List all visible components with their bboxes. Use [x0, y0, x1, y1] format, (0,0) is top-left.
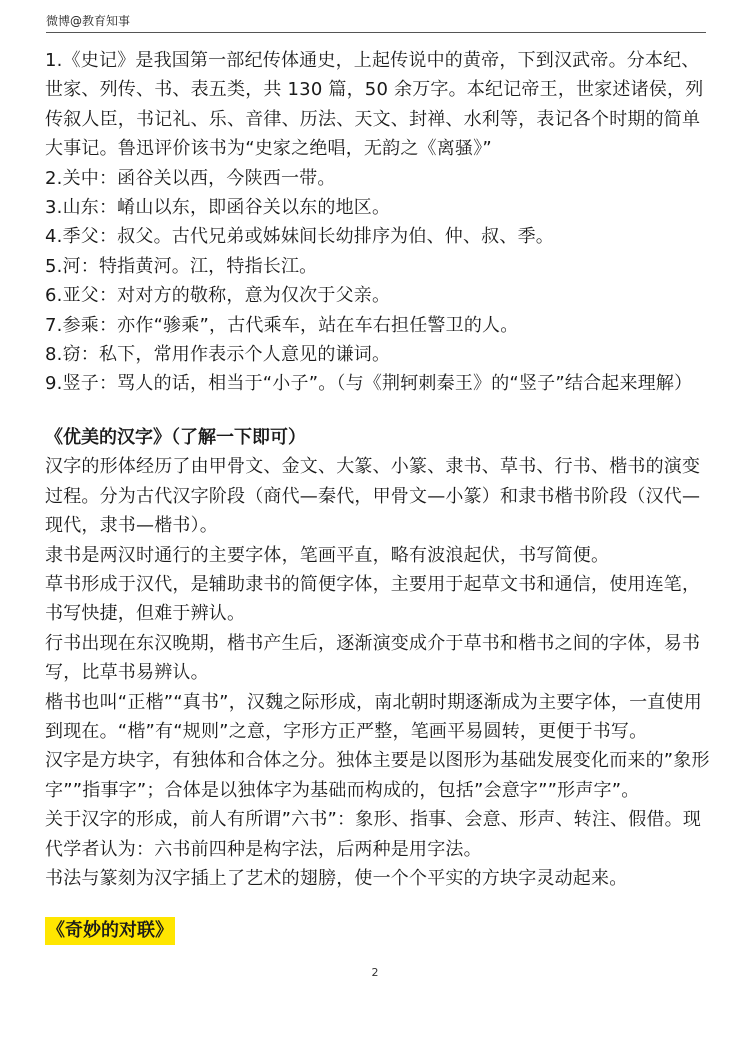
- header-source: 微博@教育知事: [46, 14, 131, 28]
- highlighted-section-title: 《奇妙的对联》: [45, 917, 175, 945]
- page-number: 2: [371, 966, 379, 979]
- note-item: 6.亚父：对对方的敬称，意为仅次于父亲。: [45, 285, 391, 307]
- note-item: 5.河：特指黄河。江，特指长江。: [45, 255, 318, 277]
- note-item: 3.山东：崤山以东，即函谷关以东的地区。: [45, 197, 391, 219]
- note-item: 4.季父：叔父。古代兄弟或姊妹间长幼排序为伯、仲、叔、季。: [45, 226, 554, 248]
- paragraph: 隶书是两汉时通行的主要字体，笔画平直，略有波浪起伏，书写简便。: [45, 544, 610, 566]
- paragraph: 汉字的形体经历了由甲骨文、金文、大篆、小篆、隶书、草书、行书、楷书的演变过程。分为古代汉字阶段（商代—秦代，甲骨文—小篆）和隶书楷书阶段（汉代—现代，隶书—楷书）。: [45, 456, 701, 537]
- note-item: 2.关中：函谷关以西，今陕西一带。: [45, 167, 336, 189]
- paragraph: 楷书也叫“正楷”“真书”，汉魏之际形成，南北朝时期逐渐成为主要字体，一直使用到现在。“楷”有“规则”之意，字形方正严整，笔画平易圆转，更便于书写。: [45, 691, 702, 742]
- section-duilian: [45, 917, 710, 945]
- paragraph: 行书出现在东汉晚期，楷书产生后，逐渐演变成介于草书和楷书之间的字体，易书写，比草书易辨认。: [45, 632, 701, 684]
- note-item: 7.参乘：亦作“骖乘”，古代乘车，站在车右担任警卫的人。: [45, 314, 519, 336]
- paragraph: 关于汉字的形成，前人有所谓”六书”：象形、指事、会意、形声、转注、假借。现代学者认为：六书前四种是构字法，后两种是用字法。: [45, 809, 702, 860]
- paragraph: 汉字是方块字，有独体和合体之分。独体主要是以图形为基础发展变化而来的”象形字””指事字”；合体是以独体字为基础而构成的，包括”会意字””形声字”。: [45, 750, 710, 801]
- note-item: 9.竖子：骂人的话，相当于“小子”。（与《荆轲刺秦王》的“竖子”结合起来理解）: [45, 373, 693, 395]
- section-title: 《优美的汉字》（了解一下即可）: [45, 426, 306, 448]
- document-body: [45, 46, 710, 945]
- paragraph: 草书形成于汉代，是辅助隶书的简便字体，主要用于起草文书和通信，使用连笔，书写快捷，但难于辨认。: [45, 573, 701, 625]
- page-header: [46, 10, 706, 33]
- paragraph: 书法与篆刻为汉字插上了艺术的翅膀，使一个个平实的方块字灵动起来。: [45, 867, 628, 889]
- section-hanzi: [45, 423, 710, 894]
- note-item: 1.《史记》是我国第一部纪传体通史，上起传说中的黄帝，下到汉武帝。分本纪、世家、列传、书、表五类，共 130 篇，50 余万字。本纪记帝王，世家述诸侯，列传叙人臣，书记礼、乐、音律、历法、天文、封禅、水利等，表记各个时期的简单大事记。鲁迅评价该书为“史家之绝唱，无韵之《离骚》”: [45, 50, 704, 160]
- note-item: 8.窃：私下，常用作表示个人意见的谦词。: [45, 344, 391, 366]
- notes-list: [45, 46, 710, 399]
